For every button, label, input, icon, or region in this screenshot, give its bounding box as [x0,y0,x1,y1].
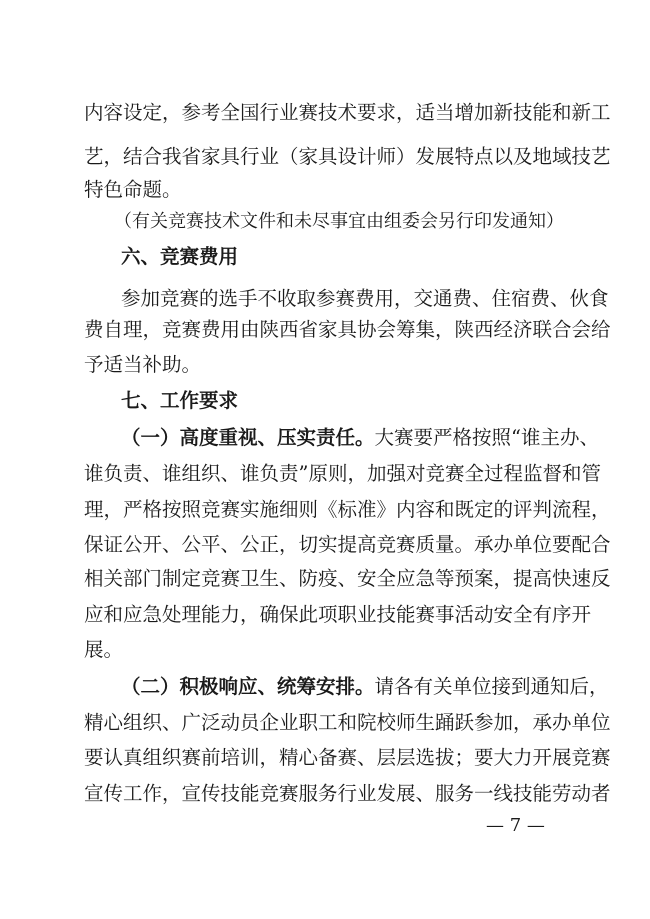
body-line: 宣传工作，宣传技能竞赛服务行业发展、服务一线技能劳动者 [84,782,611,805]
body-line: 保证公开、公平、公正，切实提高竞赛质量。承办单位要配合 [84,533,611,556]
item-one-text: 大赛要严格按照“谁主办、 [374,426,599,449]
body-line: 参加竞赛的选手不收取参赛费用，交通费、住宿费、伙食 [121,287,609,310]
item-two-text: 请各有关单位接到通知后， [374,675,609,698]
body-line: 应和应急处理能力，确保此项职业技能赛事活动安全有序开 [84,603,592,626]
body-line: 艺，结合我省家具行业（家具设计师）发展特点以及地域技艺 [84,145,611,168]
item-two-title: （二）积极响应、统筹安排。 [121,675,375,698]
section-heading-fees: 六、竞赛费用 [121,245,239,268]
body-line: 精心组织、广泛动员企业职工和院校师生踊跃参加，承办单位 [84,711,611,734]
note-text: （有关竞赛技术文件和未尽事宜由组委会另行印发通知） [114,211,564,232]
body-line: 予适当补助。 [84,353,202,376]
body-line: 特色命题。 [84,178,182,201]
item-two-first-line [121,675,609,699]
body-line: 相关部门制定竞赛卫生、防疫、安全应急等预案，提高快速反 [84,567,611,590]
body-line: 谁负责、谁组织、谁负责”原则，加强对竞赛全过程监督和管 [84,462,601,485]
item-one-first-line [121,426,599,450]
body-line: 展。 [84,638,124,661]
item-one-title: （一）高度重视、压实责任。 [121,426,375,449]
body-line: 费自理，竞赛费用由陕西省家具协会筹集，陕西经济联合会给 [84,318,611,341]
body-line: 理，严格按照竞赛实施细则《标准》内容和既定的评判流程， [84,498,611,521]
body-line: 要认真组织赛前培训，精心备赛、层层选拔；要大力开展竞赛 [84,746,611,769]
section-heading-requirements: 七、工作要求 [121,389,239,412]
page-number: — 7 — [486,815,545,836]
body-line: 内容设定，参考全国行业赛技术要求，适当增加新技能和新工 [84,101,611,124]
